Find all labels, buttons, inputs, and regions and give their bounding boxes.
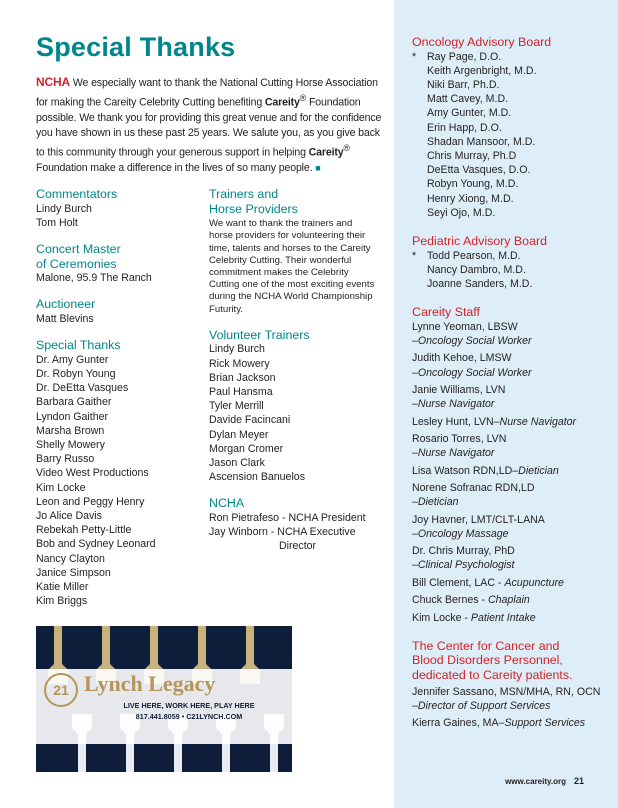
lynch-legacy-ad — [36, 626, 292, 772]
volunteer-trainers-heading: Volunteer Trainers — [209, 327, 310, 342]
list-item: Video West Productions — [36, 467, 149, 480]
list-item: Malone, 95.9 The Ranch — [36, 272, 152, 285]
list-item: Barbara Gaither — [36, 396, 112, 409]
staff-name: Kierra Gaines, MA — [412, 717, 499, 730]
list-item: Tyler Merrill — [209, 400, 264, 413]
list-item: commitment makes the Celebrity — [209, 267, 349, 278]
list-item: Rebekah Petty-Little — [36, 524, 132, 537]
list-item: Ascension Banuelos — [209, 471, 305, 484]
staff-role: –Clinical Psychologist — [412, 559, 515, 572]
list-item: Leon and Peggy Henry — [36, 495, 145, 508]
commentators-heading: Commentators — [36, 187, 118, 201]
list-item: Dr. DeEtta Vasques — [36, 382, 129, 395]
list-item — [412, 277, 612, 291]
staff-name: Bill Clement, LAC - — [412, 576, 505, 589]
footer-url[interactable]: www.careity.org — [505, 777, 566, 786]
careity-staff-heading: Careity Staff — [412, 305, 480, 320]
list-item: Marsha Brown — [36, 424, 105, 437]
list-item: Kim Briggs — [36, 595, 88, 608]
list-item: Dr. Amy Gunter — [36, 353, 109, 366]
staff-name: Lynne Yeoman, LBSW — [412, 320, 518, 333]
oncology-board-heading: Oncology Advisory Board — [412, 35, 552, 49]
end-mark-icon: ■ — [315, 162, 321, 173]
staff-role: –Dietician — [512, 464, 559, 477]
auctioneer-heading: Auctioneer — [36, 297, 96, 312]
staff-role: Chaplain — [487, 594, 530, 607]
member-name: Todd Pearson, M.D. — [427, 249, 521, 262]
list-item: Jason Clark — [209, 457, 265, 470]
member-name: Ray Page, D.O. — [427, 50, 502, 63]
ad-tagline: LIVE HERE, WORK HERE, PLAY HERE — [123, 701, 255, 710]
member-name: Chris Murray, Ph.D — [427, 150, 517, 163]
member-name: Keith Argenbright, M.D. — [427, 64, 537, 77]
list-item — [412, 78, 612, 92]
chair-marker: * — [412, 249, 417, 262]
list-item — [412, 249, 612, 263]
list-item: Rick Mowery — [209, 357, 270, 370]
list-item: Lindy Burch — [36, 202, 92, 215]
staff-name: Dr. Chris Murray, PhD — [412, 545, 515, 558]
careity-staff-list — [412, 320, 612, 625]
intro-paragraph: NCHA We especially want to thank the National Cutting Horse Association for making the Careity Celebrity Cutting benefiting Careity® Foundation possible. We thank you for providing this great venue and for the confidence you have shown in us these past 25 years. We salute you, as you give back to this community through your generous support in helping Careity® Foundation make a difference in the lives of so many people. ■ — [36, 75, 382, 174]
staff-member — [412, 464, 612, 478]
list-item: time, talents and horses to the Careity — [209, 242, 371, 254]
list-item: The Center for Cancer and — [412, 638, 560, 653]
list-item — [412, 149, 612, 163]
staff-role: –Dietician — [412, 496, 459, 509]
staff-member — [412, 611, 612, 625]
staff-member — [412, 415, 612, 429]
list-item: Barry Russo — [36, 453, 95, 466]
list-item: Director — [279, 540, 317, 553]
list-item — [412, 121, 612, 135]
list-item: Dr. Robyn Young — [36, 367, 116, 380]
staff-name: Judith Kehoe, LMSW — [412, 352, 512, 365]
list-item: during the NCHA World Championship — [209, 291, 373, 303]
staff-name: Jennifer Sassano, MSN/MHA, RN, OCN — [412, 685, 601, 698]
staff-name: Janie Williams, LVN — [412, 384, 506, 397]
trainers-description — [209, 218, 389, 316]
list-item: horse providers for volunteering their — [209, 230, 366, 242]
member-name: Erin Happ, D.O. — [427, 121, 502, 134]
staff-name: Kim Locke - — [412, 611, 471, 624]
staff-member — [412, 576, 612, 590]
staff-name: Rosario Torres, LVN — [412, 433, 507, 445]
list-item: Jay Winborn - NCHA Executive — [209, 526, 356, 539]
special-thanks-list — [36, 353, 196, 609]
concert-master-heading: Concert Master of Ceremonies — [36, 242, 121, 271]
careity-brand: Careity — [308, 146, 344, 159]
list-item: Futurity. — [209, 303, 243, 315]
ncha-heading: NCHA — [209, 496, 245, 511]
staff-role: Acupuncture — [504, 576, 564, 589]
member-name: DeEtta Vasques, D.O. — [427, 164, 531, 177]
list-item: Kim Locke — [36, 481, 86, 494]
list-item — [412, 163, 612, 177]
staff-member — [412, 513, 612, 541]
list-item: We want to thank the trainers and — [209, 218, 353, 230]
list-item: Celebrity Cutting. Their wonderful — [209, 254, 352, 266]
century21-logo: 21 — [44, 673, 78, 707]
staff-role: –Oncology Social Worker — [412, 366, 532, 379]
chair-marker: * — [412, 50, 417, 63]
list-item — [412, 135, 612, 149]
staff-member — [412, 481, 612, 509]
staff-name: Joy Havner, LMT/CLT-LANA — [412, 513, 545, 526]
list-item: Ron Pietrafeso - NCHA President — [209, 512, 366, 525]
ad-contact: 817.441.8059 • C21LYNCH.COM — [135, 712, 243, 721]
ad-title: Lynch Legacy — [84, 671, 216, 696]
list-item: Blood Disorders Personnel, — [412, 653, 563, 668]
staff-role: –Nurse Navigator — [412, 398, 495, 411]
list-item — [412, 206, 612, 220]
list-item: Paul Hansma — [209, 386, 273, 399]
staff-role: –Oncology Social Worker — [412, 335, 532, 348]
list-item: Janice Simpson — [36, 566, 111, 579]
list-item — [412, 92, 612, 106]
list-item — [412, 64, 612, 78]
list-item — [412, 263, 612, 277]
staff-name: Norene Sofranac RDN,LD — [412, 481, 535, 494]
staff-member — [412, 716, 612, 730]
staff-name: Lesley Hunt, LVN — [412, 415, 494, 428]
list-item: Tom Holt — [36, 216, 78, 229]
staff-member — [412, 685, 612, 713]
member-name: Joanne Sanders, M.D. — [427, 278, 533, 291]
list-item — [412, 50, 612, 64]
trainers-heading: Trainers and Horse Providers — [209, 187, 298, 216]
intro-lead: NCHA — [36, 75, 71, 89]
list-item: dedicated to Careity patients. — [412, 667, 573, 682]
list-item: Lyndon Gaither — [36, 410, 109, 423]
pediatric-board-heading: Pediatric Advisory Board — [412, 234, 547, 249]
member-name: Nancy Dambro, M.D. — [427, 263, 526, 276]
staff-role: –Nurse Navigator — [493, 415, 577, 428]
volunteer-trainers-list — [209, 342, 389, 484]
list-item: Dylan Meyer — [209, 428, 269, 441]
staff-role: –Nurse Navigator — [412, 447, 495, 460]
careity-brand: Careity — [264, 96, 300, 109]
list-item: Davide Facincani — [209, 414, 291, 427]
page-number: 21 — [573, 776, 584, 786]
list-item: Bob and Sydney Leonard — [36, 538, 156, 551]
list-item — [412, 192, 612, 206]
column-left — [36, 187, 196, 608]
list-item: Shelly Mowery — [36, 439, 105, 451]
list-item: Morgan Cromer — [209, 442, 284, 455]
list-item — [412, 106, 612, 120]
list-item — [412, 177, 612, 191]
special-thanks-heading: Special Thanks — [36, 338, 121, 353]
list-item: Nancy Clayton — [36, 552, 105, 565]
staff-member — [412, 593, 612, 607]
list-item: Matt Blevins — [36, 312, 94, 325]
staff-role: –Director of Support Services — [412, 699, 551, 712]
staff-name: Chuck Bernes - — [412, 594, 488, 607]
list-item: Lindy Burch — [209, 343, 265, 356]
member-name: Robyn Young, M.D. — [427, 178, 519, 191]
list-item: Brian Jackson — [209, 371, 276, 384]
list-item: Katie Miller — [36, 581, 89, 594]
staff-member — [412, 351, 612, 379]
staff-member — [412, 432, 612, 460]
staff-member — [412, 383, 612, 411]
staff-name: Lisa Watson RDN,LD — [412, 464, 513, 477]
member-name: Shadan Mansoor, M.D. — [427, 135, 536, 148]
list-item: Jo Alice Davis — [36, 510, 102, 523]
member-name: Henry Xiong, M.D. — [427, 192, 514, 205]
member-name: Matt Cavey, M.D. — [427, 93, 509, 106]
column-middle — [209, 187, 389, 554]
page-footer — [505, 776, 584, 786]
staff-member — [412, 320, 612, 348]
member-name: Amy Gunter, M.D. — [427, 107, 512, 120]
member-name: Niki Barr, Ph.D. — [427, 79, 500, 91]
list-item: Cutting one of the most exciting events — [209, 279, 375, 291]
staff-role: –Oncology Massage — [412, 527, 509, 540]
staff-role: Patient Intake — [470, 611, 536, 624]
cancer-center-heading — [412, 639, 612, 683]
oncology-board-list — [412, 50, 612, 220]
staff-member — [412, 544, 612, 572]
staff-role: –Support Services — [498, 717, 586, 730]
pediatric-board-list — [412, 249, 612, 292]
cancer-center-list — [412, 685, 612, 731]
column-sidebar — [412, 35, 612, 734]
page-title: Special Thanks — [36, 32, 236, 62]
member-name: Seyi Ojo, M.D. — [427, 206, 496, 219]
